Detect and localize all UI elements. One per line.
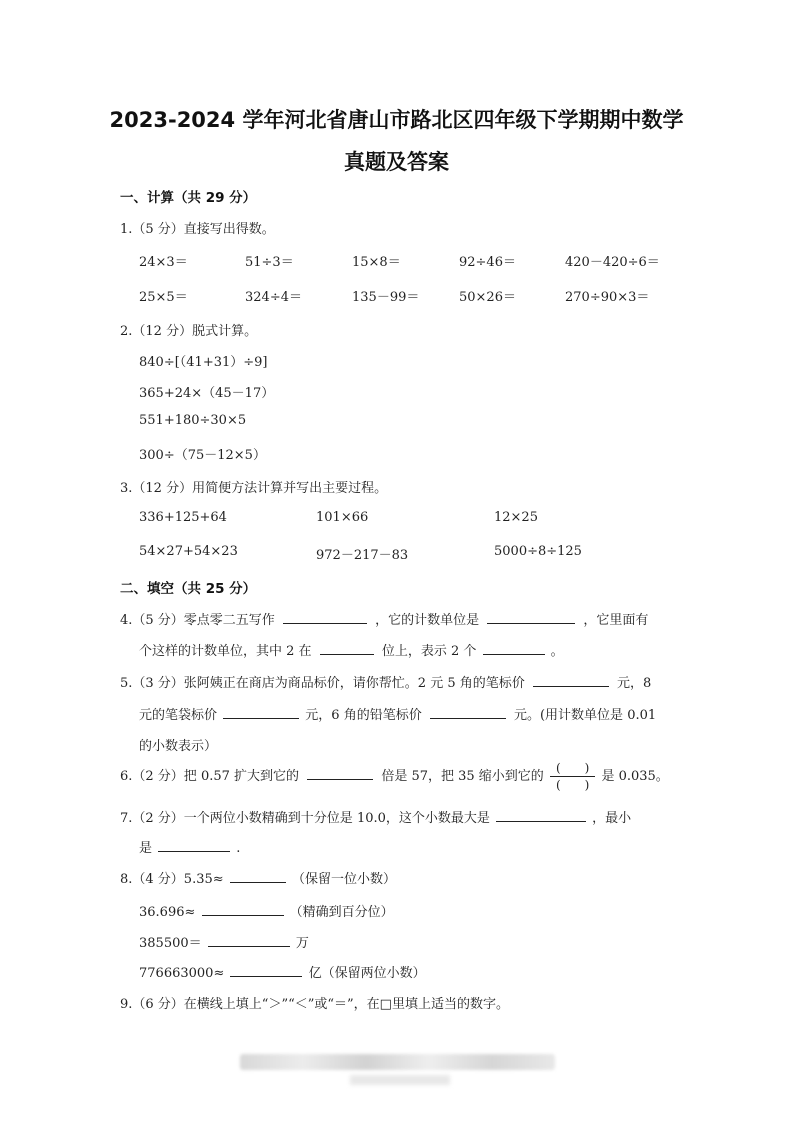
q5-text: 5.（3 分）张阿姨正在商店为商品标价，请你帮忙。2 元 5 角的笔标价	[120, 676, 525, 691]
q4-text: 。	[550, 644, 564, 659]
q9-stem: 9.（6 分）在横线上填上“＞”“＜”或“＝”，在□里填上适当的数字。	[120, 997, 509, 1012]
answer-blank[interactable]	[208, 932, 290, 947]
q1-item: 135－99＝	[352, 290, 420, 305]
answer-blank[interactable]	[487, 609, 575, 624]
q3-item: 12×25	[494, 510, 538, 525]
q1-item: 50×26＝	[459, 290, 516, 305]
fraction-answer[interactable]	[550, 760, 595, 793]
q6-text: 倍是 57，把 35 缩小到它的	[381, 769, 544, 784]
blurred-footer	[240, 1054, 555, 1070]
answer-blank[interactable]	[320, 640, 374, 655]
q3-item: 5000÷8÷125	[494, 544, 582, 559]
q6-line	[120, 760, 669, 793]
q8-text: 385500＝	[139, 936, 202, 951]
answer-blank[interactable]	[533, 672, 609, 687]
q1-item: 324÷4＝	[245, 290, 302, 305]
q4-text: ，它里面有	[583, 613, 649, 628]
q8-text: 776663000≈	[139, 966, 225, 981]
blurred-footer	[350, 1075, 450, 1085]
q5-text: 元，6 角的铅笔标价	[305, 708, 422, 723]
q1-item: 25×5＝	[139, 290, 188, 305]
page-title-line2: 真题及答案	[344, 150, 449, 174]
answer-blank[interactable]	[202, 901, 284, 916]
q1-item: 270÷90×3＝	[565, 290, 650, 305]
section-heading-calculation: 一、计算（共 29 分）	[120, 190, 257, 206]
q8-line2	[139, 901, 394, 920]
q5-line1	[120, 672, 651, 691]
answer-blank[interactable]	[307, 765, 373, 780]
q3-item: 54×27+54×23	[139, 544, 238, 559]
fraction-denominator: ( )	[555, 778, 590, 792]
q7-text: 7.（2 分）一个两位小数精确到十分位是 10.0，这个小数最大是	[120, 811, 490, 826]
q2-stem: 2.（12 分）脱式计算。	[120, 324, 258, 339]
q3-stem: 3.（12 分）用简便方法计算并写出主要过程。	[120, 481, 388, 496]
q7-line2	[139, 837, 240, 856]
q7-text: .	[236, 841, 241, 856]
q3-item: 972－217－83	[316, 548, 409, 563]
q8-text: 亿（保留两位小数）	[308, 966, 426, 981]
q2-item: 840÷[（41+31）÷9]	[139, 355, 268, 370]
q1-item: 15×8＝	[352, 255, 401, 270]
q3-item: 336+125+64	[139, 510, 227, 525]
answer-blank[interactable]	[230, 962, 302, 977]
q8-line1	[120, 868, 396, 887]
q7-text: 是	[139, 841, 153, 856]
q4-text: 位上，表示 2 个	[381, 644, 477, 659]
q7-text: ，最小	[592, 811, 632, 826]
fraction-numerator: ( )	[550, 760, 595, 777]
q4-line1	[120, 609, 648, 628]
answer-blank[interactable]	[496, 807, 586, 822]
q4-line2	[139, 640, 564, 659]
q5-text: 元，8	[617, 676, 652, 691]
page-title-line1: 2023-2024 学年河北省唐山市路北区四年级下学期期中数学	[109, 108, 684, 132]
q5-text: 的小数表示）	[139, 739, 218, 754]
q5-text: 元。(用计数单位是 0.01	[513, 708, 657, 723]
q4-text: 个这样的计数单位，其中 2 在	[139, 644, 312, 659]
q2-item: 551+180÷30×5	[139, 413, 247, 428]
q5-line2	[139, 704, 656, 723]
q8-text: （保留一位小数）	[291, 872, 396, 887]
q8-text: （精确到百分位）	[289, 905, 394, 920]
answer-blank[interactable]	[283, 609, 367, 624]
q5-text: 元的笔袋标价	[139, 708, 218, 723]
q1-stem: 1.（5 分）直接写出得数。	[120, 222, 275, 237]
q8-text: 36.696≈	[139, 905, 196, 920]
q6-text: 6.（2 分）把 0.57 扩大到它的	[120, 769, 300, 784]
answer-blank[interactable]	[430, 704, 506, 719]
q1-item: 92÷46＝	[459, 255, 516, 270]
q1-item: 420－420÷6＝	[565, 255, 660, 270]
answer-blank[interactable]	[223, 704, 299, 719]
answer-blank[interactable]	[230, 868, 286, 883]
q2-item: 300÷（75－12×5）	[139, 448, 266, 463]
answer-blank[interactable]	[158, 837, 230, 852]
q7-line1	[120, 807, 631, 826]
q6-text: 是 0.035。	[601, 769, 669, 784]
q2-item: 365+24×（45－17）	[139, 386, 275, 401]
q1-item: 51÷3＝	[245, 255, 294, 270]
q3-item: 101×66	[316, 510, 369, 525]
q8-line3	[139, 932, 309, 951]
q4-text: 4.（5 分）零点零二五写作	[120, 613, 275, 628]
section-heading-fill-in: 二、填空（共 25 分）	[120, 581, 257, 597]
q8-text: 8.（4 分）5.35≈	[120, 872, 224, 887]
answer-blank[interactable]	[483, 640, 545, 655]
q4-text: ，它的计数单位是	[375, 613, 480, 628]
q1-item: 24×3＝	[139, 255, 188, 270]
q8-line4	[139, 962, 426, 981]
q8-text: 万	[295, 936, 309, 951]
